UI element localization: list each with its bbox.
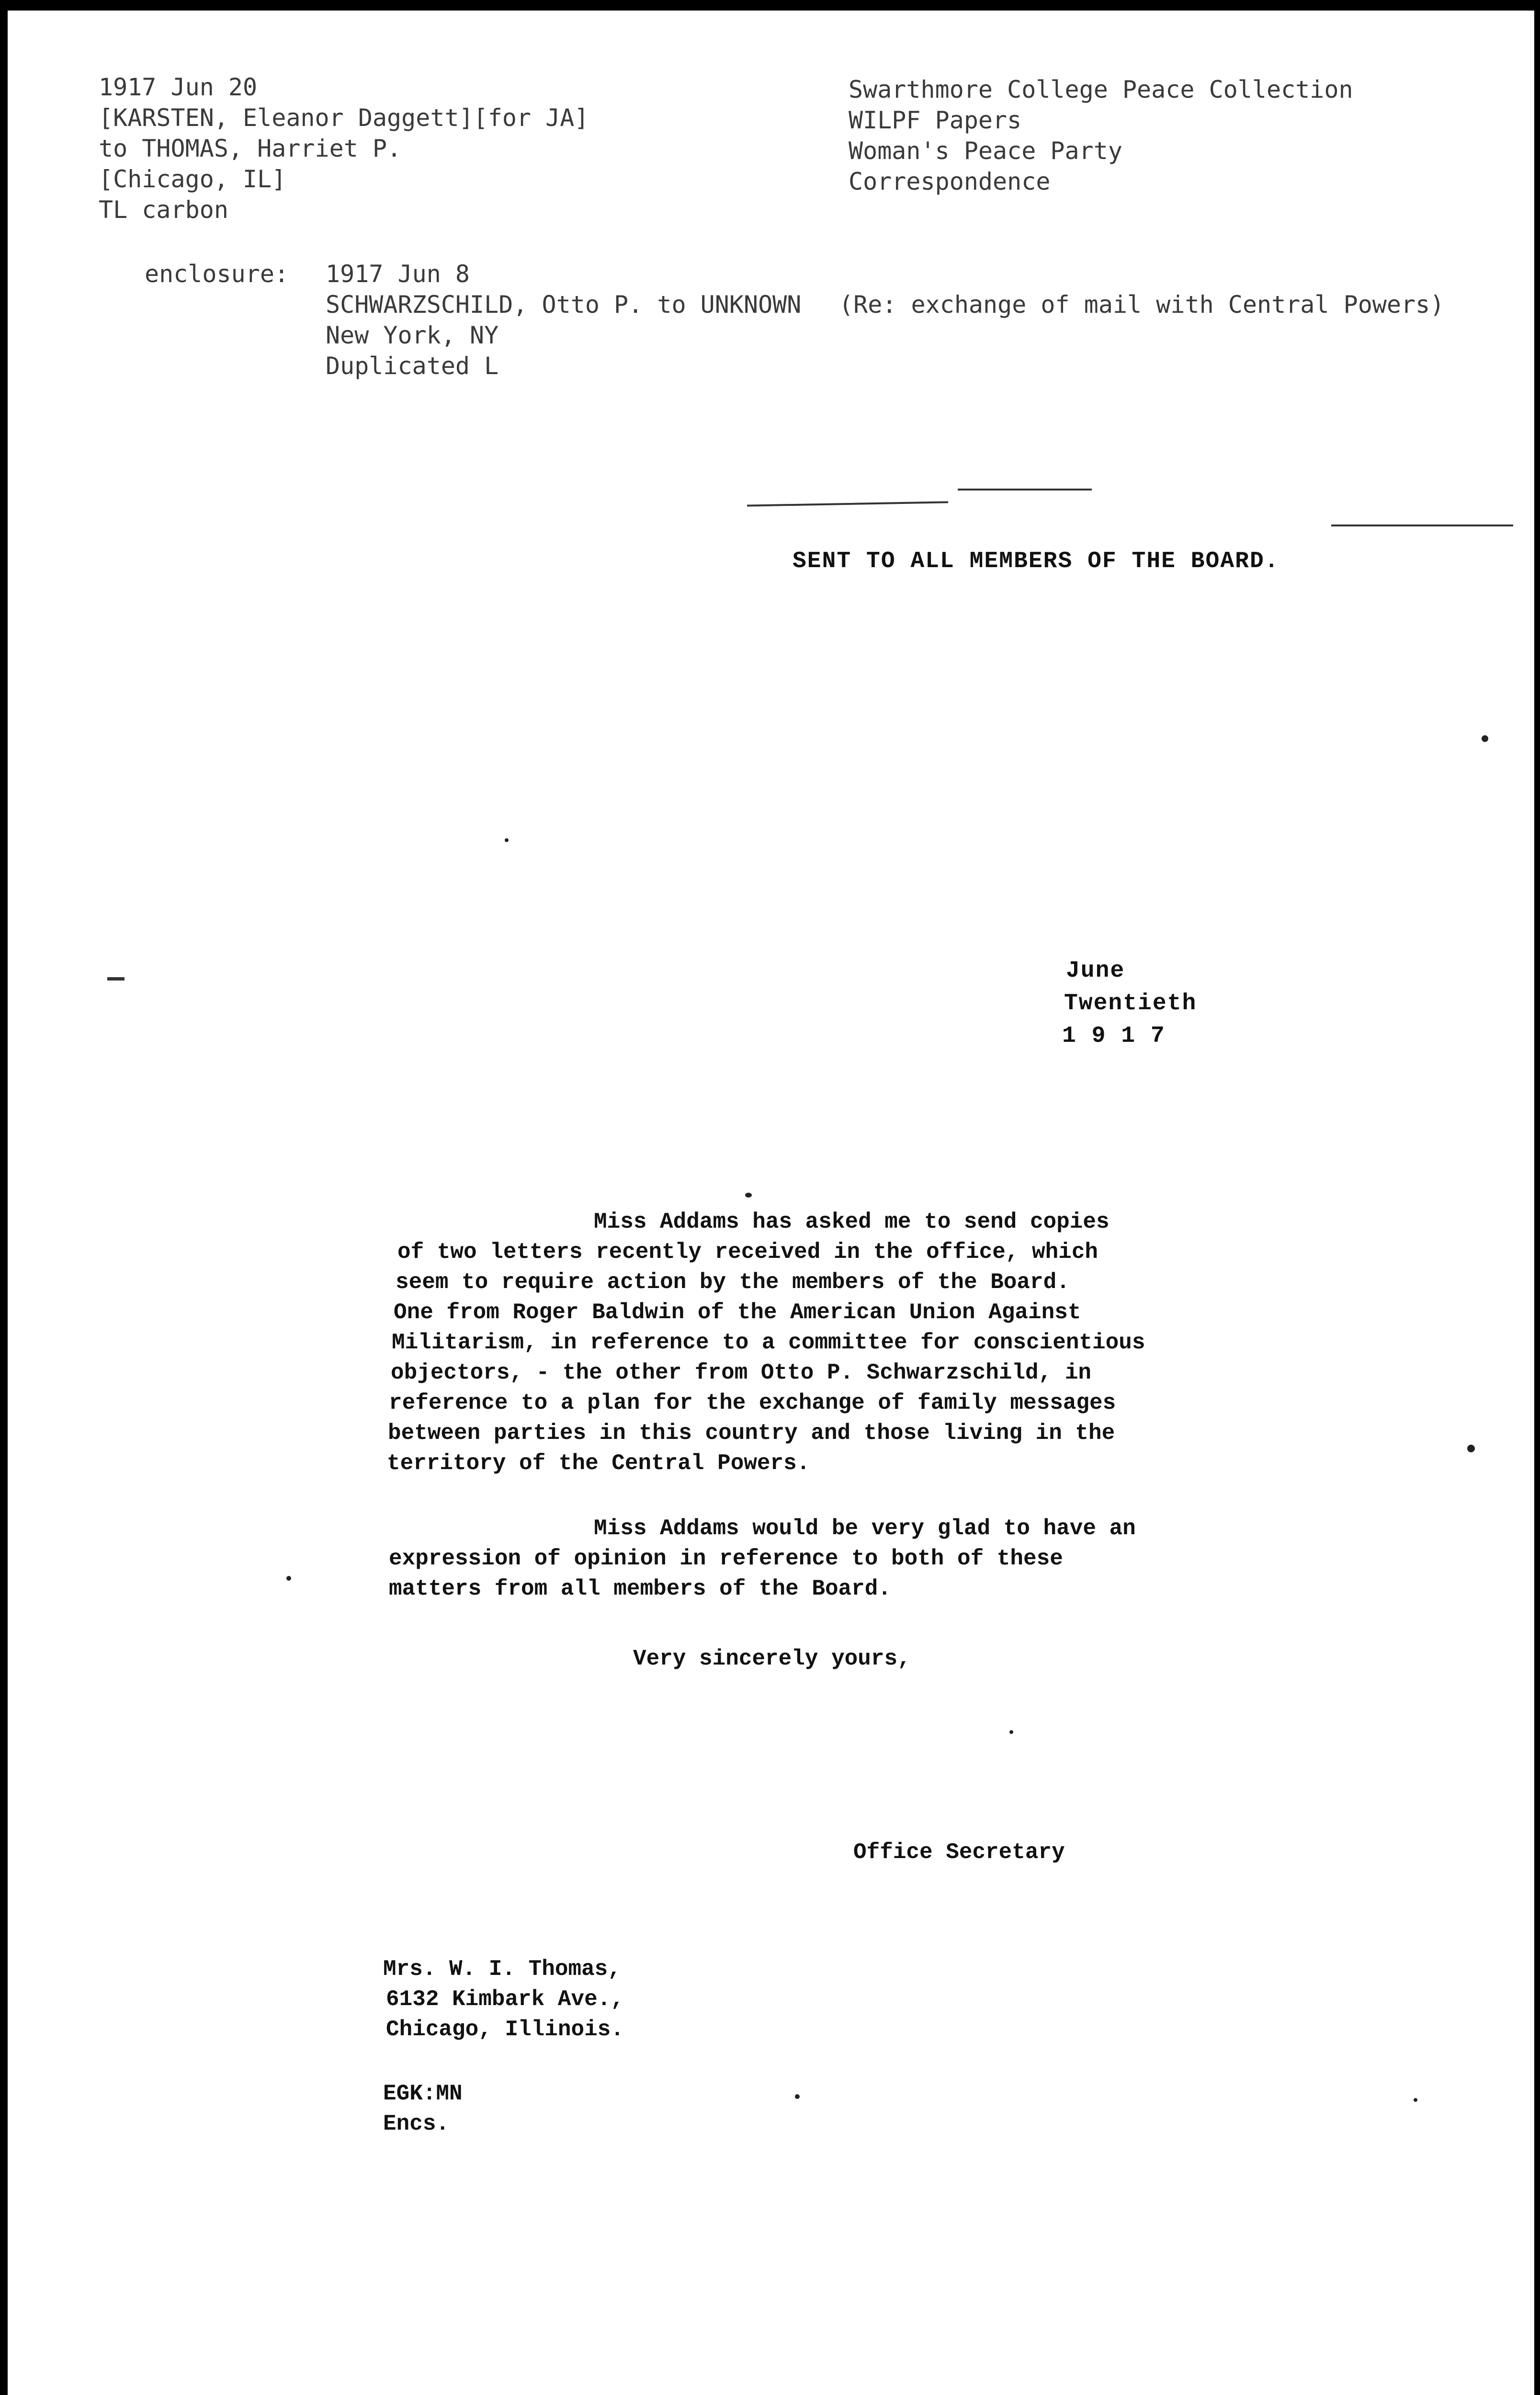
enclosure-label: enclosure:	[145, 260, 289, 288]
collection-folder: Correspondence	[849, 168, 1051, 195]
scan-streak	[1331, 525, 1513, 526]
scan-speck	[795, 2094, 800, 2099]
paragraph-line: One from Roger Baldwin of the American Union Against	[394, 1300, 1081, 1325]
collection-series: WILPF Papers	[849, 106, 1022, 134]
paragraph-line: Miss Addams would be very glad to have an	[594, 1516, 1136, 1541]
enclosure-format: Duplicated L	[326, 352, 499, 380]
enclosure-notation: Encs.	[383, 2111, 450, 2136]
catalog-author: [KARSTEN, Eleanor Daggett][for JA]	[99, 104, 589, 132]
scan-speck	[1482, 735, 1488, 742]
date-month: June	[1066, 958, 1125, 984]
enclosure-note: (Re: exchange of mail with Central Powers)	[839, 291, 1445, 319]
scan-streak	[107, 977, 125, 981]
scan-speck	[1467, 1445, 1475, 1452]
recipient-name: Mrs. W. I. Thomas,	[383, 1957, 621, 1982]
letter-header: SENT TO ALL MEMBERS OF THE BOARD.	[793, 548, 1280, 574]
scan-speck	[505, 838, 509, 842]
letter-signature: Office Secretary	[853, 1840, 1065, 1865]
scan-edge-right	[1534, 0, 1540, 2395]
catalog-recipient: to THOMAS, Harriet P.	[99, 135, 402, 162]
date-year: 1 9 1 7	[1062, 1023, 1166, 1049]
collection-subseries: Woman's Peace Party	[849, 137, 1122, 165]
catalog-format: TL carbon	[99, 196, 228, 224]
scan-edge-top	[0, 0, 1540, 11]
scan-streak	[958, 489, 1092, 490]
paragraph-line: matters from all members of the Board.	[389, 1576, 891, 1601]
enclosure-author: SCHWARZSCHILD, Otto P. to UNKNOWN	[326, 291, 802, 319]
scan-speck	[1414, 2098, 1417, 2102]
enclosure-date: 1917 Jun 8	[326, 260, 470, 288]
paragraph-line: objectors, - the other from Otto P. Schwarzschild, in	[391, 1360, 1092, 1385]
recipient-street: 6132 Kimbark Ave.,	[386, 1987, 624, 2012]
catalog-place: [Chicago, IL]	[99, 165, 286, 193]
scan-speck	[286, 1576, 291, 1581]
scan-speck	[1009, 1730, 1013, 1734]
paragraph-line: Miss Addams has asked me to send copies	[594, 1209, 1110, 1234]
reference-initials: EGK:MN	[383, 2081, 463, 2106]
scan-streak	[747, 501, 948, 506]
recipient-city: Chicago, Illinois.	[386, 2017, 624, 2042]
paragraph-line: Militarism, in reference to a committee for conscientious	[392, 1330, 1145, 1355]
catalog-date: 1917 Jun 20	[99, 73, 258, 101]
paragraph-line: between parties in this country and those living in the	[388, 1421, 1115, 1446]
date-day: Twentieth	[1064, 991, 1197, 1016]
scan-speck	[745, 1193, 752, 1198]
paragraph-line: seem to require action by the members of the Board.	[396, 1270, 1070, 1295]
paragraph-line: of two letters recently received in the office, which	[397, 1240, 1098, 1265]
paragraph-line: reference to a plan for the exchange of family messages	[389, 1391, 1116, 1415]
paragraph-line: expression of opinion in reference to both of these	[389, 1546, 1063, 1571]
letter-closing: Very sincerely yours,	[633, 1646, 911, 1671]
paragraph-line: territory of the Central Powers.	[387, 1451, 810, 1476]
enclosure-place: New York, NY	[326, 321, 499, 349]
collection-name: Swarthmore College Peace Collection	[849, 76, 1353, 103]
scan-edge-left	[0, 0, 8, 2395]
